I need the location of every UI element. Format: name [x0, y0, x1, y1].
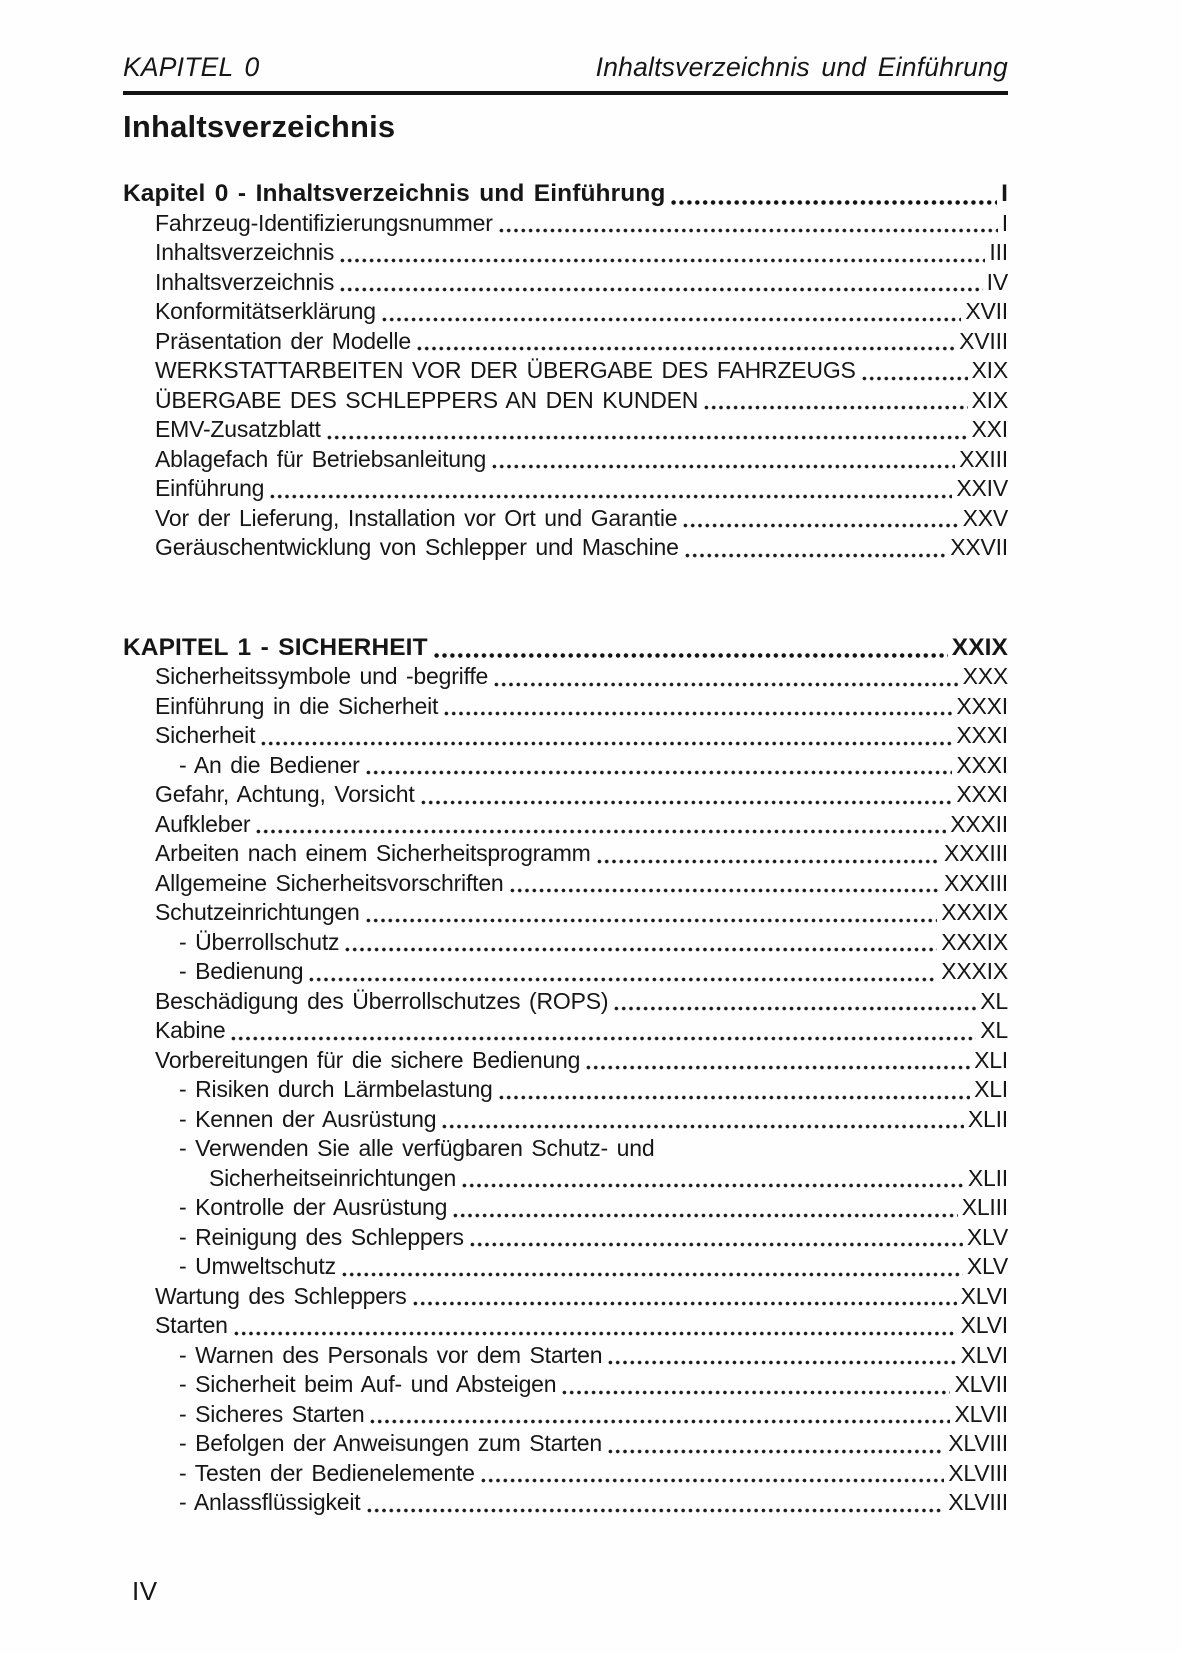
toc-entry — [123, 1046, 1008, 1076]
toc-entry-page: XLII — [967, 1105, 1008, 1132]
toc-leader-dots — [413, 1301, 957, 1306]
toc-leader-dots — [231, 1036, 976, 1041]
toc-entry-label: EMV-Zusatzblatt — [155, 416, 321, 443]
toc-leader-dots — [597, 859, 940, 864]
toc-entry — [123, 1311, 1008, 1341]
toc-leader-dots — [417, 346, 955, 351]
toc-leader-dots — [494, 682, 958, 687]
toc-leader-dots — [586, 1065, 970, 1070]
toc-entry-label: Allgemeine Sicherheitsvorschriften — [155, 869, 504, 896]
running-header-section: Inhaltsverzeichnis und Einführung — [595, 52, 1008, 82]
toc-section — [123, 633, 1008, 1518]
toc-entry-page: I — [1001, 180, 1008, 208]
toc-entry-page: XXXIX — [941, 958, 1008, 985]
toc-leader-dots — [370, 1419, 950, 1424]
toc-entry-page: XL — [980, 987, 1008, 1014]
page-title: Inhaltsverzeichnis — [123, 109, 396, 145]
toc-entry-label: Geräuschentwicklung von Schlepper und Maschine — [155, 534, 679, 561]
toc-entry-page: XLVII — [954, 1371, 1008, 1398]
toc-entry-page: XLV — [966, 1223, 1008, 1250]
toc-entry-page: XXXI — [956, 781, 1008, 808]
toc-entry-label: - Bedienung — [179, 958, 304, 985]
toc-entry-page: XL — [980, 1017, 1008, 1044]
toc-leader-dots — [481, 1478, 944, 1483]
toc-entry-label: Einführung — [155, 475, 265, 502]
toc-entry — [123, 869, 1008, 899]
toc-entry-page: I — [1001, 209, 1008, 236]
toc-entry-page: XXI — [971, 416, 1008, 443]
toc-leader-dots — [499, 1095, 970, 1100]
toc-entry — [123, 810, 1008, 840]
toc-entry-page: XIX — [971, 386, 1008, 413]
toc-entry — [123, 1341, 1008, 1371]
toc-entry — [123, 987, 1008, 1017]
toc-entry — [123, 415, 1008, 445]
toc-entry-page: III — [989, 239, 1008, 266]
toc-entry-label: Arbeiten nach einem Sicherheitsprogramm — [155, 840, 591, 867]
toc-leader-dots — [608, 1360, 956, 1365]
toc-entry-label: Beschädigung des Überrollschutzes (ROPS) — [155, 987, 609, 1014]
toc-entry-page: XXIV — [956, 475, 1008, 502]
toc-entry-label: Gefahr, Achtung, Vorsicht — [155, 781, 415, 808]
toc-entry-page: XLI — [974, 1046, 1008, 1073]
toc-entry-page: XXIII — [959, 445, 1008, 472]
toc-entry-label: Aufkleber — [155, 810, 251, 837]
toc-entry — [123, 1429, 1008, 1459]
toc-leader-dots — [340, 287, 982, 292]
toc-entry-page: XXXIII — [944, 869, 1008, 896]
toc-entry-page: XLVIII — [948, 1459, 1008, 1486]
toc-entry — [123, 327, 1008, 357]
toc-entry-label: Starten — [155, 1312, 228, 1339]
footer-page-number: IV — [132, 1575, 158, 1606]
toc-leader-dots — [367, 1508, 945, 1513]
toc — [123, 179, 1008, 1518]
toc-entry-page: XXXIX — [941, 928, 1008, 955]
toc-entry-page: XLI — [974, 1076, 1008, 1103]
toc-entry-label: Kabine — [155, 1017, 226, 1044]
toc-entry-page: XVIII — [959, 327, 1008, 354]
toc-leader-dots — [234, 1331, 957, 1336]
toc-entry-page: XLVI — [960, 1341, 1008, 1368]
toc-leader-dots — [510, 888, 940, 893]
toc-leader-dots — [614, 1006, 976, 1011]
toc-leader-dots — [608, 1449, 944, 1454]
toc-entry — [123, 1459, 1008, 1489]
toc-entry-page: XXIX — [951, 633, 1008, 661]
toc-entry-label: Ablagefach für Betriebsanleitung — [155, 445, 487, 472]
toc-entry — [123, 721, 1008, 751]
toc-entry — [123, 1075, 1008, 1105]
toc-entry-label: Konformitätserklärung — [155, 298, 376, 325]
toc-entry-page: XXXI — [956, 751, 1008, 778]
toc-entry — [123, 1193, 1008, 1223]
toc-entry-page: XXXII — [950, 810, 1008, 837]
toc-entry-label: - Risiken durch Lärmbelastung — [179, 1076, 493, 1103]
toc-entry-label: - Kennen der Ausrüstung — [179, 1105, 437, 1132]
toc-entry-label: Sicherheit — [155, 722, 256, 749]
toc-leader-dots — [704, 405, 967, 410]
toc-leader-dots — [340, 258, 985, 263]
toc-entry — [123, 928, 1008, 958]
toc-entry-page: XLII — [967, 1164, 1008, 1191]
toc-entry-label: - Verwenden Sie alle verfügbaren Schutz- und — [179, 1135, 655, 1162]
toc-entry-page: XXX — [962, 663, 1008, 690]
running-header-chapter: KAPITEL 0 — [123, 52, 260, 82]
toc-entry-label: - Umweltschutz — [179, 1253, 336, 1280]
running-header — [123, 52, 1008, 95]
toc-entry-label: - Überrollschutz — [179, 928, 340, 955]
toc-entry — [123, 1105, 1008, 1135]
toc-leader-dots — [444, 711, 952, 716]
toc-entry-label: - Sicheres Starten — [179, 1400, 365, 1427]
toc-entry-label: Fahrzeug-Identifizierungsnummer — [155, 209, 493, 236]
toc-leader-dots — [366, 918, 938, 923]
toc-entry — [123, 898, 1008, 928]
toc-entry-page: XLV — [966, 1253, 1008, 1280]
toc-entry-page: XXVII — [950, 534, 1008, 561]
toc-entry — [123, 386, 1008, 416]
toc-section-heading — [123, 179, 1008, 209]
toc-entry — [123, 533, 1008, 563]
toc-entry — [123, 1370, 1008, 1400]
toc-entry — [123, 1134, 1008, 1164]
toc-leader-dots — [499, 228, 998, 233]
toc-entry — [123, 238, 1008, 268]
toc-entry-label: Einführung in die Sicherheit — [155, 692, 439, 719]
toc-entry-label: ÜBERGABE DES SCHLEPPERS AN DEN KUNDEN — [155, 386, 699, 413]
toc-entry-page: XVII — [965, 298, 1008, 325]
toc-entry — [123, 297, 1008, 327]
toc-entry-page: XXXI — [956, 722, 1008, 749]
toc-leader-dots — [421, 800, 953, 805]
toc-entry — [123, 1488, 1008, 1518]
toc-entry — [123, 692, 1008, 722]
toc-entry-page: IV — [986, 268, 1008, 295]
toc-entry-page: XXV — [962, 504, 1008, 531]
toc-entry — [123, 1016, 1008, 1046]
toc-entry-label: - Sicherheit beim Auf- und Absteigen — [179, 1371, 557, 1398]
toc-entry — [123, 1223, 1008, 1253]
toc-leader-dots — [309, 977, 937, 982]
toc-entry-label: Inhaltsverzeichnis — [155, 239, 335, 266]
toc-leader-dots — [327, 435, 968, 440]
toc-entry-label: - Anlassflüssigkeit — [179, 1489, 361, 1516]
toc-entry-label: - Testen der Bedienelemente — [179, 1459, 475, 1486]
toc-entry-page: XIX — [971, 357, 1008, 384]
toc-entry-page: XXXIX — [941, 899, 1008, 926]
toc-entry-page: XLVII — [954, 1400, 1008, 1427]
toc-entry — [123, 1252, 1008, 1282]
toc-entry — [123, 356, 1008, 386]
toc-entry — [123, 445, 1008, 475]
toc-entry-page: XLVI — [960, 1312, 1008, 1339]
toc-leader-dots — [671, 200, 997, 205]
toc-entry-label: Kapitel 0 - Inhaltsverzeichnis und Einführung — [123, 180, 666, 208]
toc-entry — [123, 839, 1008, 869]
toc-leader-dots — [442, 1124, 964, 1129]
toc-entry-label: WERKSTATTARBEITEN VOR DER ÜBERGABE DES FAHRZEUGS — [155, 357, 856, 384]
toc-leader-dots — [685, 553, 946, 558]
toc-entry-page: XLVI — [960, 1282, 1008, 1309]
toc-leader-dots — [256, 829, 946, 834]
toc-leader-dots — [270, 494, 952, 499]
toc-leader-dots — [683, 523, 958, 528]
toc-entry-label: - Reinigung des Schleppers — [179, 1223, 464, 1250]
toc-leader-dots — [453, 1213, 957, 1218]
toc-entry — [123, 957, 1008, 987]
toc-leader-dots — [345, 947, 937, 952]
toc-entry-page: XXXI — [956, 692, 1008, 719]
toc-entry-label: Präsentation der Modelle — [155, 327, 411, 354]
toc-leader-dots — [492, 464, 955, 469]
toc-entry-label: Sicherheitseinrichtungen — [209, 1164, 457, 1191]
toc-entry-page: XLVIII — [948, 1430, 1008, 1457]
toc-entry — [123, 474, 1008, 504]
toc-entry — [123, 780, 1008, 810]
toc-entry — [123, 1164, 1008, 1194]
toc-entry-page: XLVIII — [948, 1489, 1008, 1516]
toc-entry-label: Wartung des Schleppers — [155, 1282, 407, 1309]
toc-entry-label: Vor der Lieferung, Installation vor Ort und Garantie — [155, 504, 678, 531]
toc-entry — [123, 662, 1008, 692]
toc-leader-dots — [434, 653, 948, 658]
toc-leader-dots — [261, 741, 952, 746]
toc-entry — [123, 1282, 1008, 1312]
toc-entry-label: Schutzeinrichtungen — [155, 899, 360, 926]
toc-entry-label: Sicherheitssymbole und -begriffe — [155, 663, 489, 690]
toc-entry — [123, 268, 1008, 298]
toc-leader-dots — [462, 1183, 964, 1188]
toc-entry-label: - An die Bediener — [179, 751, 360, 778]
toc-section — [123, 179, 1008, 563]
toc-leader-dots — [862, 376, 968, 381]
toc-entry-label: Vorbereitungen für die sichere Bedienung — [155, 1046, 581, 1073]
toc-entry-label: KAPITEL 1 - SICHERHEIT — [123, 633, 428, 661]
toc-leader-dots — [382, 317, 962, 322]
toc-entry-page: XXXIII — [944, 840, 1008, 867]
toc-entry-page: XLIII — [961, 1194, 1008, 1221]
toc-entry — [123, 751, 1008, 781]
toc-entry — [123, 209, 1008, 239]
toc-entry — [123, 1400, 1008, 1430]
toc-leader-dots — [562, 1390, 950, 1395]
toc-entry-label: - Befolgen der Anweisungen zum Starten — [179, 1430, 602, 1457]
toc-entry-label: Inhaltsverzeichnis — [155, 268, 335, 295]
toc-entry-label: - Kontrolle der Ausrüstung — [179, 1194, 448, 1221]
toc-leader-dots — [342, 1272, 963, 1277]
toc-leader-dots — [366, 770, 953, 775]
toc-leader-dots — [470, 1242, 963, 1247]
toc-section-heading — [123, 633, 1008, 663]
toc-entry — [123, 504, 1008, 534]
toc-entry-label: - Warnen des Personals vor dem Starten — [179, 1341, 603, 1368]
